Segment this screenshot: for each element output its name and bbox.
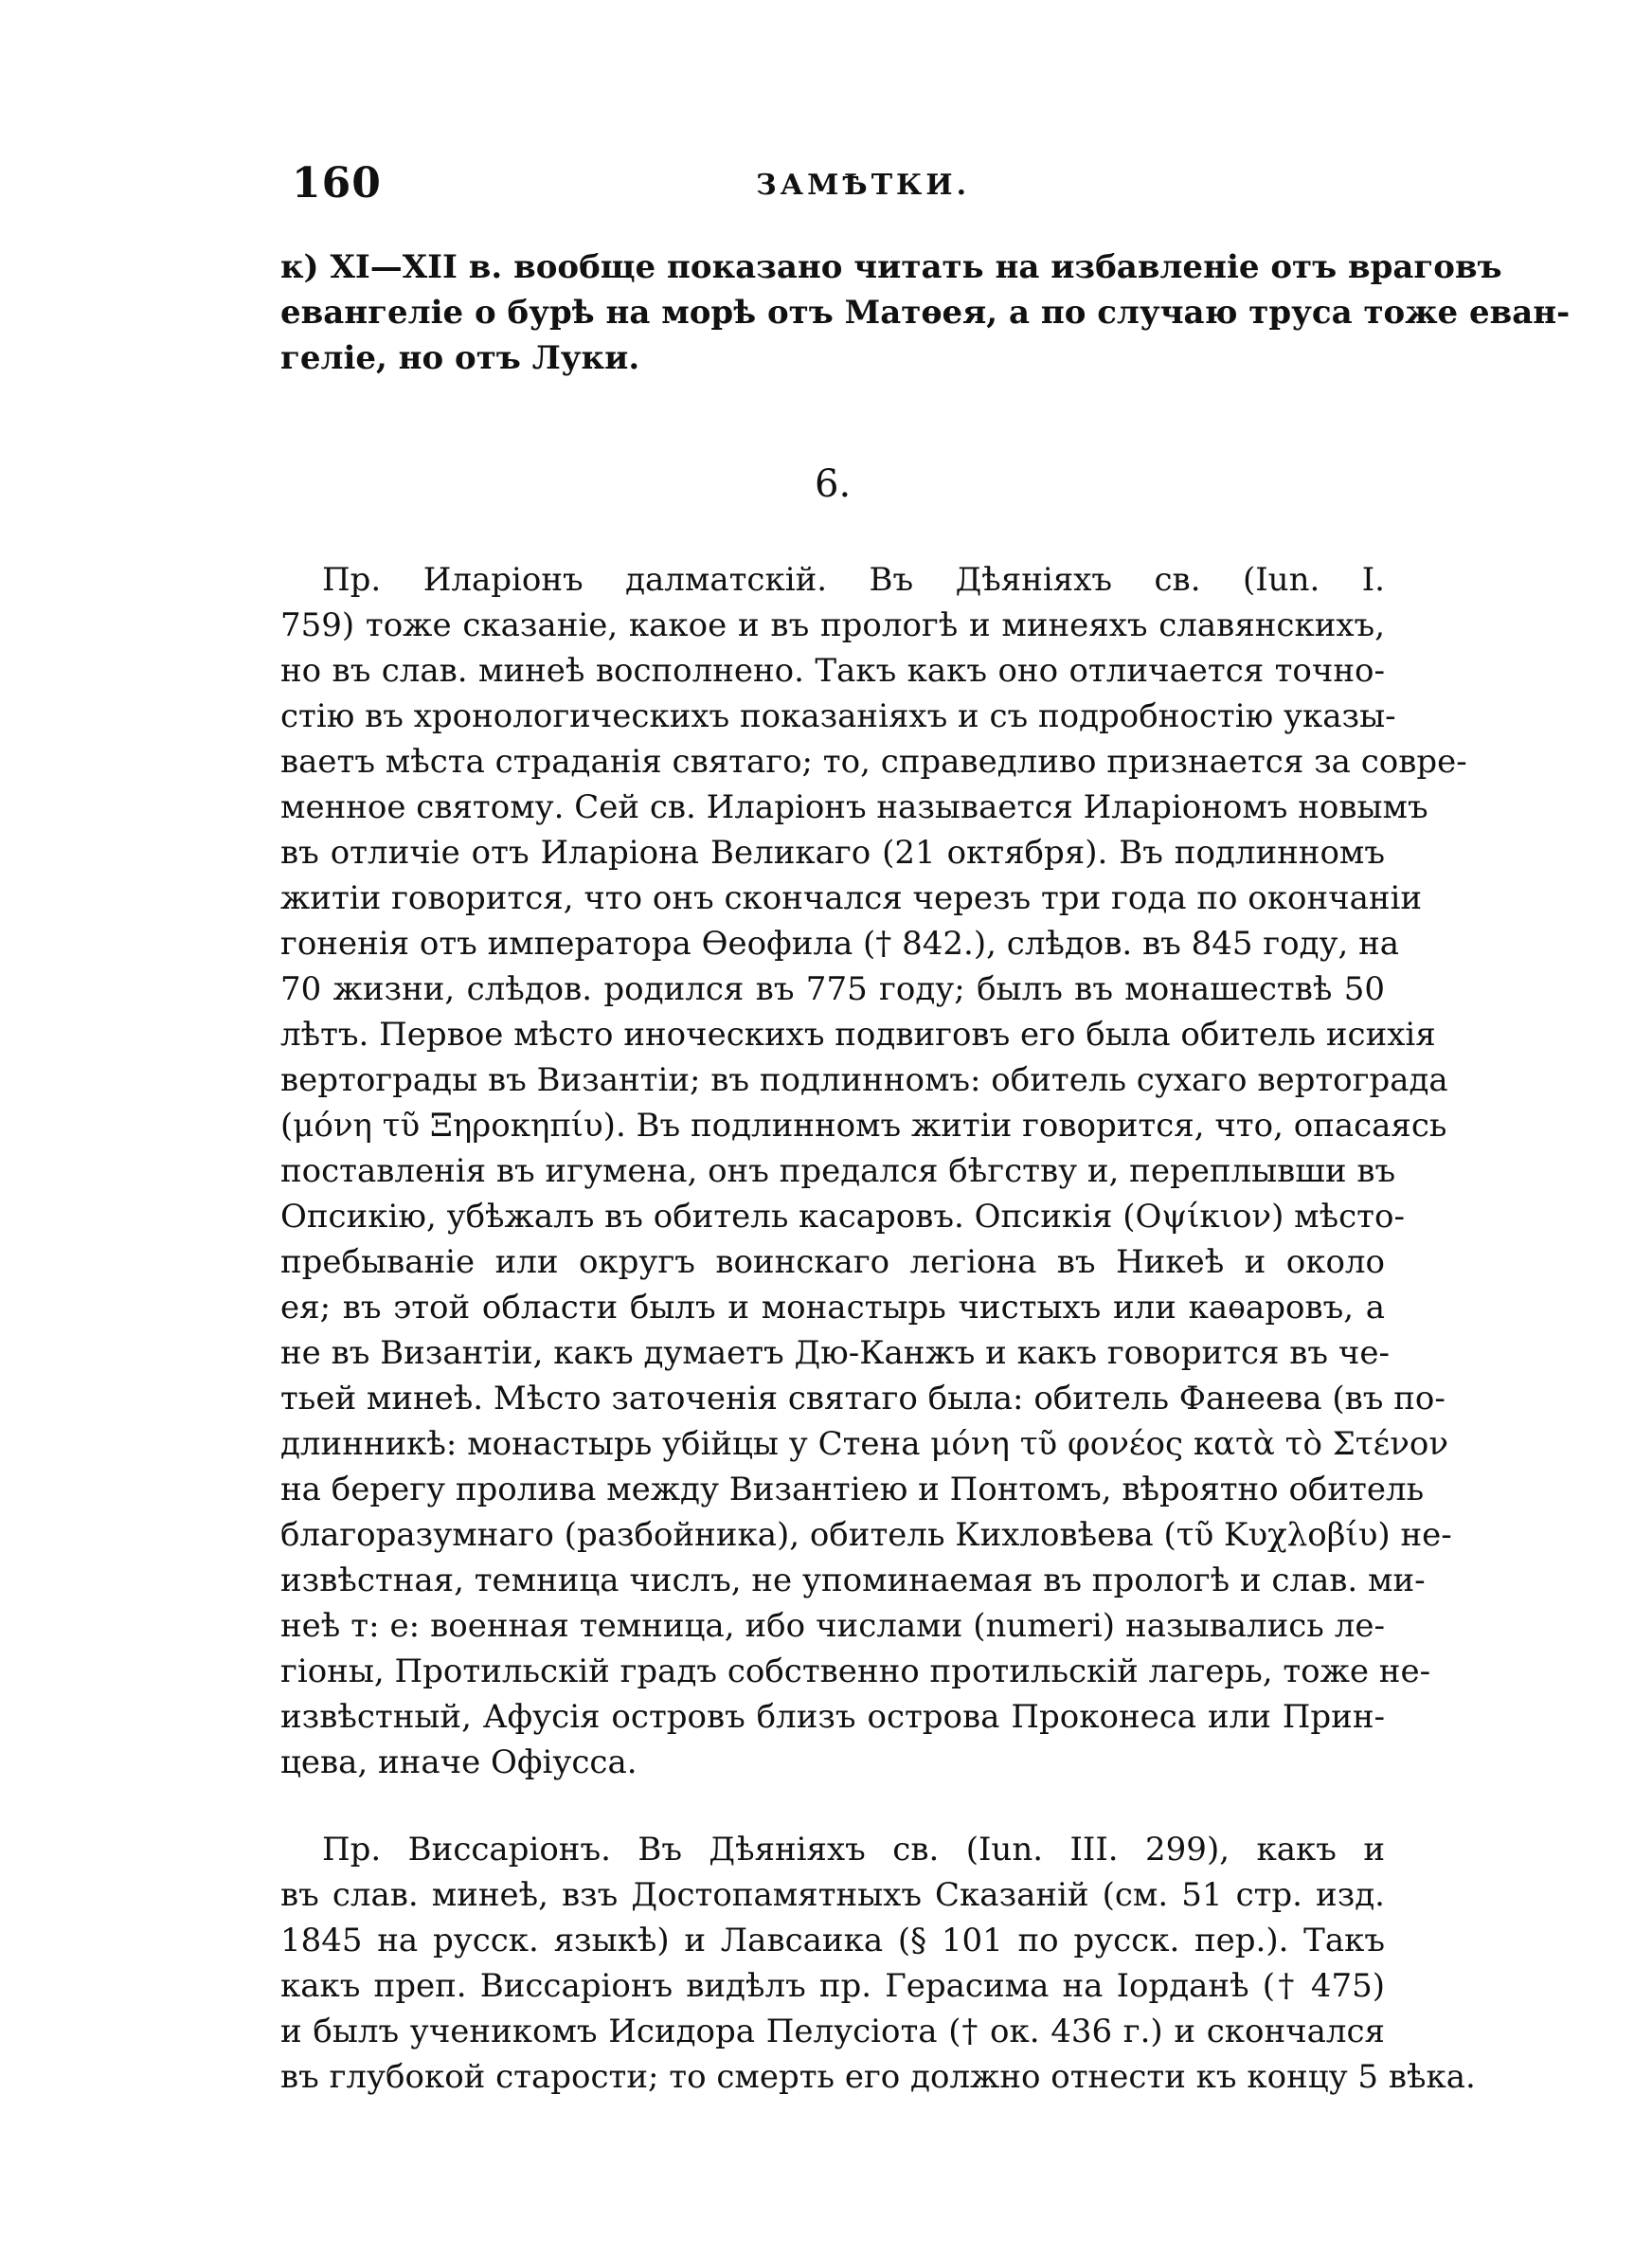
text-line: и былъ ученикомъ Исидора Пелусіота († ок. 436 г.) и скончался	[280, 2013, 1385, 2050]
text-line: геліе, но отъ Луки.	[280, 339, 640, 377]
page-number: 160	[292, 159, 382, 208]
text-line: житіи говорится, что онъ скончался черезъ три года по окончаніи	[280, 879, 1423, 917]
text-line: гоненія отъ императора Ѳеофила († 842.), слѣдов. въ 845 году, на	[280, 925, 1400, 963]
text-line: на берегу пролива между Византіею и Понтомъ, вѣроятно обитель	[280, 1471, 1425, 1508]
text-line: цева, иначе Офіусса.	[280, 1743, 637, 1781]
text-line: к) XI—XII в. вообще показано читать на избавленіе отъ враговъ	[280, 248, 1502, 286]
text-line: (μόνη τῦ Ξηροκηπίυ). Въ подлинномъ житіи говорится, что, опасаясь	[280, 1107, 1447, 1145]
text-line: 1845 на русск. языкѣ) и Лавсаика (§ 101 по русск. пер.). Такъ	[280, 1922, 1385, 1959]
text-line: поставленія въ игумена, онъ предался бѣгству и, переплывши въ	[280, 1152, 1396, 1190]
text-line: 70 жизни, слѣдов. родился въ 775 году; былъ въ монашествѣ 50	[280, 970, 1385, 1008]
paragraph-bessarion	[280, 1827, 1476, 2100]
text-line: лѣтъ. Первое мѣсто иноческихъ подвиговъ его была обитель исихія	[280, 1016, 1436, 1054]
text-line: стію въ хронологическихъ показаніяхъ и съ подробностію указы-	[280, 697, 1396, 735]
text-line: гіоны, Протильскій градъ собственно протильскій лагерь, тоже не-	[280, 1652, 1431, 1690]
text-line: благоразумнаго (разбойника), обитель Кихловѣева (τῦ Κυχλοβίυ) не-	[280, 1516, 1452, 1554]
text-line: ваетъ мѣста страданія святаго; то, справедливо признается за совре-	[280, 743, 1467, 781]
text-line: Пр. Иларіонъ далматскій. Въ Дѣяніяхъ св. (Iun. I.	[322, 561, 1385, 599]
text-line: ея; въ этой области былъ и монастырь чистыхъ или каѳаровъ, а	[280, 1289, 1385, 1327]
paragraph-hilarion	[280, 557, 1467, 1785]
text-line: въ слав. минеѣ, взъ Достопамятныхъ Сказаній (см. 51 стр. изд.	[280, 1876, 1385, 1914]
text-line: Пр. Виссаріонъ. Въ Дѣяніяхъ св. (Iun. III. 299), какъ и	[322, 1831, 1385, 1869]
text-line: но въ слав. минеѣ восполнено. Такъ какъ оно отличается точно-	[280, 652, 1385, 690]
text-line: длинникѣ: монастырь убійцы у Стена μόνη τῦ φονέος κατὰ τὸ Στένον	[280, 1425, 1448, 1463]
text-line: какъ преп. Виссаріонъ видѣлъ пр. Герасима на Іорданѣ († 475)	[280, 1967, 1385, 2005]
text-line: въ отличіе отъ Иларіона Великаго (21 октября). Въ подлинномъ	[280, 834, 1385, 872]
text-line: неѣ т: е: военная темница, ибо числами (numeri) назывались ле-	[280, 1607, 1385, 1645]
text-line: извѣстный, Афусія островъ близъ острова Проконеса или Прин-	[280, 1698, 1385, 1736]
page-header	[284, 159, 1383, 216]
running-head: ЗАМѢТКИ.	[756, 169, 971, 202]
text-line: 759) тоже сказаніе, какое и въ прологѣ и минеяхъ славянскихъ,	[280, 606, 1385, 644]
text-line: извѣстная, темница числъ, не упоминаемая въ прологѣ и слав. ми-	[280, 1562, 1426, 1599]
text-line: евангеліе о бурѣ на морѣ отъ Матѳея, а по случаю труса тоже еван-	[280, 294, 1571, 332]
text-line: пребываніе или округъ воинскаго легіона въ Никеѣ и около	[280, 1243, 1385, 1281]
text-line: менное святому. Сей св. Иларіонъ называется Иларіономъ новымъ	[280, 788, 1428, 826]
section-number: 6.	[815, 462, 852, 506]
text-line: тьей минеѣ. Мѣсто заточенія святаго была: обитель Фанеева (въ по-	[280, 1380, 1446, 1417]
carryover-paragraph	[280, 244, 1571, 381]
text-line: Опсикію, убѣжалъ въ обитель касаровъ. Опсикія (Οψίκιον) мѣсто-	[280, 1198, 1405, 1236]
text-line: вертограды въ Византіи; въ подлинномъ: обитель сухаго вертограда	[280, 1061, 1448, 1099]
text-line: не въ Византіи, какъ думаетъ Дю-Канжъ и какъ говорится въ че-	[280, 1334, 1390, 1372]
text-line: въ глубокой старости; то смерть его должно отнести къ концу 5 вѣка.	[280, 2058, 1476, 2096]
